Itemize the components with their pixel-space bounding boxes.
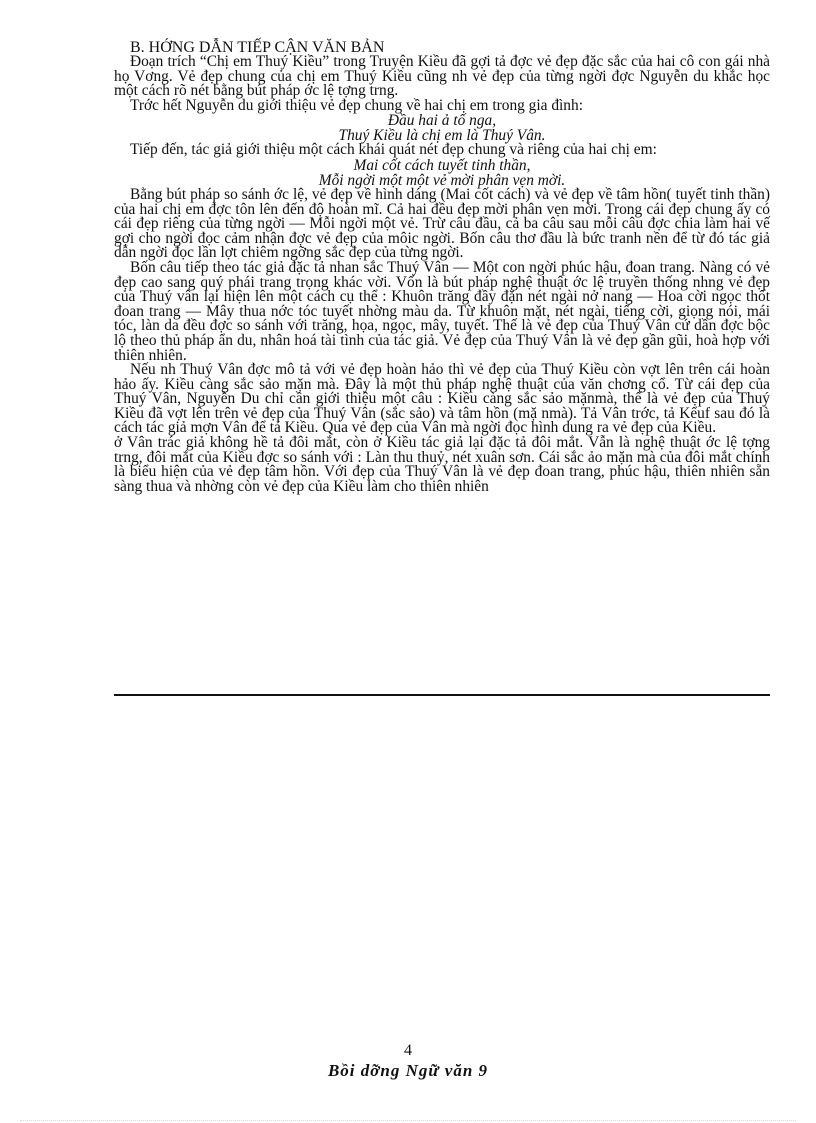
verse-line: Đầu hai ả tố nga, (387, 112, 497, 130)
footer-rule (114, 694, 770, 696)
paragraph-6: Nếu nh Thuý Vân đợc mô tả với vẻ đẹp hoàn hảo thì vẻ đẹp của Thuý Kiều còn vợt lên trên cái hoàn hảo ấy. Kiều càng sắc sảo mặn mà. Đây là một thủ pháp nghệ thuật của văn chơng cổ. Từ cái đẹp của Thuý Vân, Nguyễn Du chỉ cần giới thiệu một câu : Kiều càng sắc sảo mặnmà, thế là vẻ đẹp của Thuý Kiều đã vợt lên trên vẻ đẹp của Thuý Vân (sắc sảo) và tâm hồn (mặ nmà). Tả Vân trớc, tả Kểuf sau đó là cách tác giả mợn Vân để tả Kiều. Qua vẻ đẹp của Vân mà ngời đọc hình dung ra vẻ đẹp của Kiều. (114, 361, 770, 437)
verse-line: Mỗi ngời một một vẻ mời phân vẹn mời. (318, 171, 566, 189)
paragraph-4: Bằng bút pháp so sánh ớc lệ, vẻ đẹp về hình dáng (Mai cốt cách) và vẻ đẹp về tâm hồn( tuyết tinh thần) của hai chị em đợc tôn lên đến độ hoàn mĩ. Cả hai đều đẹp mời phân vẹn mời. Trong cái đẹp chung ấy có cái đẹp riêng của từng ngời — Mỗi ngời một vẻ. Trừ câu đầu, cả ba câu sau mỗi câu đợc chia làm hai vế gợi cho ngời đọc cảm nhận đợc vẻ đẹp của môic ngời. Bốn câu thơ đầu là bức tranh nền để từ đó tác giả dẫn ngời đọc lần lợt chiêm ngỡng sắc đẹp của từng ngời. (114, 185, 770, 262)
paragraph-3: Tiếp đến, tác giả giới thiệu một cách khái quát nét đẹp chung và riêng của hai chị em: (130, 141, 657, 159)
verse-line: Thuý Kiều là chị em là Thuý Vân. (338, 127, 546, 145)
section-heading: B. HỚNG DẪN TIẾP CẬN VĂN BẢN (130, 39, 385, 56)
document-body (114, 40, 770, 494)
page-number: 4 (404, 1042, 412, 1059)
paragraph-1: Đoạn trích “Chị em Thuý Kiều” trong Truyện Kiều đã gợi tả đợc vẻ đẹp đặc sắc của hai cô con gái nhà họ Vơng. Vẻ đẹp chung của chị em Thuý Kiều cũng nh vẻ đẹp của từng ngời đợc Nguyễn du khắc học một cách rõ nét bằng bút pháp ớc lệ tợng trng. (114, 53, 770, 100)
paragraph-5: Bốn câu tiếp theo tác giả đặc tả nhan sắc Thuý Vân — Một con ngời phúc hậu, đoan trang. Nàng có vẻ đẹp cao sang quý phái trang trọng khác vời. Vốn là bút pháp nghệ thuật ớc lệ truyền thống nhng vẻ đẹp của Thuý vân lại hiện lên một cách cụ thể : Khuôn trăng đầy đặn nét ngài nở nang — Hoa cời ngọc thốt đoan trang — Mây thua nớc tóc tuyết nhờng màu da. Từ khuôn mặt, nét ngài, tiếng cời, giọng nói, mái tóc, làn da đều đợc so sánh với trăng, họa, ngọc, mây, tuyết. Thế là vẻ đẹp của Thuý Vân cứ dần đợc bộc lộ theo thủ pháp ẩn du, nhân hoá tài tình của tác giả. Vẻ đẹp của Thuý Vân là vẻ đẹp gần gũi, hoà hợp với thiên nhiên. (114, 258, 770, 364)
paragraph-2: Trớc hết Nguyễn du giới thiệu vẻ đẹp chung về hai chị em trong gia đình: (130, 96, 583, 114)
paragraph-7: ở Vân trác giả không hề tả đôi mắt, còn ở Kiều tác giả lại đặc tả đôi mắt. Vẫn là nghệ thuật ớc lệ tợng trng, đôi mắt của Kiều đợc so sánh với : Làn thu thuỷ, nét xuân sơn. Cái sắc ảo mặn mà của đôi mắt chính là biểu hiện của vẻ đẹp tâm hồn. Với đẹp của Thuý Vân là vẻ đẹp đoan trang, phúc hậu, thiên nhiên sẵn sàng thua và nhờng còn vẻ đẹp của Kiều làm cho thiên nhiên (114, 434, 770, 495)
page-edge-divider (20, 1120, 796, 1121)
footer-title: Bồi dỡng Ngữ văn 9 (327, 1061, 489, 1080)
verse-line: Mai cốt cách tuyết tinh thần, (353, 156, 531, 174)
